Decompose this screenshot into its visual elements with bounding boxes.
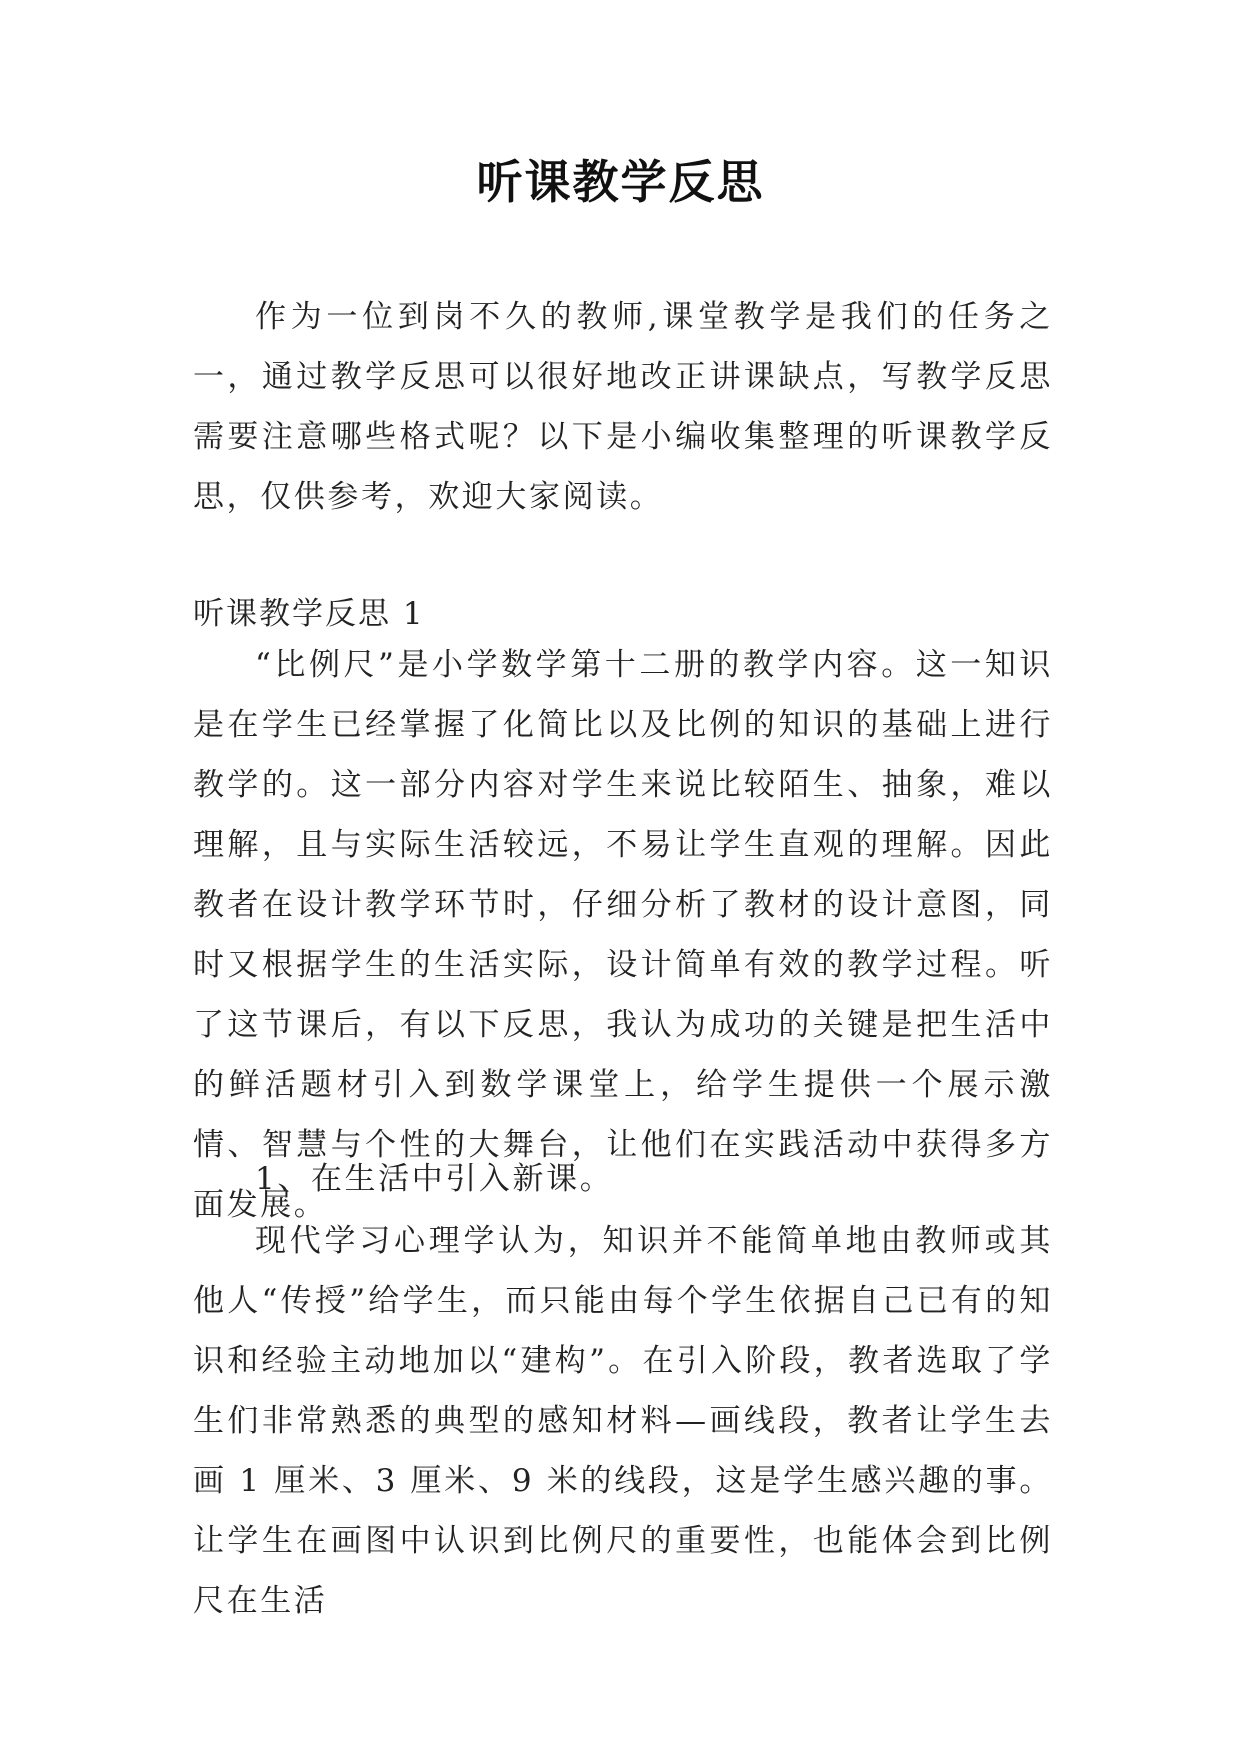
intro-paragraph: 作为一位到岗不久的教师,课堂教学是我们的任务之一，通过教学反思可以很好地改正讲课缺点，写教学反思需要注意哪些格式呢？以下是小编收集整理的听课教学反思，仅供参考，欢迎大家阅读。 xyxy=(193,299,1053,515)
section-heading: 听课教学反思 1 xyxy=(193,596,425,632)
body-paragraph: 现代学习心理学认为，知识并不能简单地由教师或其他人“传授”给学生，而只能由每个学生依据自己已有的知识和经验主动地加以“建构”。在引入阶段，教者选取了学生们非常熟悉的典型的感知材料—画线段，教者让学生去画 1 厘米、3 厘米、9 米的线段，这是学生感兴趣的事。让学生在画图中认识到比例尺的重要性，也能体会到比例尺在生活 xyxy=(193,1223,1053,1619)
document-title: 听课教学反思 xyxy=(476,155,765,209)
list-item: 1、在生活中引入新课。 xyxy=(255,1161,614,1197)
body-paragraph: “比例尺”是小学数学第十二册的教学内容。这一知识是在学生已经掌握了化简比以及比例的知识的基础上进行教学的。这一部分内容对学生来说比较陌生、抽象，难以理解，且与实际生活较远，不易让学生直观的理解。因此教者在设计教学环节时，仔细分析了教材的设计意图，同时又根据学生的生活实际，设计简单有效的教学过程。听了这节课后，有以下反思，我认为成功的关键是把生活中的鲜活题材引入到数学课堂上，给学生提供一个展示激情、智慧与个性的大舞台，让他们在实践活动中获得多方面发展。 xyxy=(193,647,1053,1223)
